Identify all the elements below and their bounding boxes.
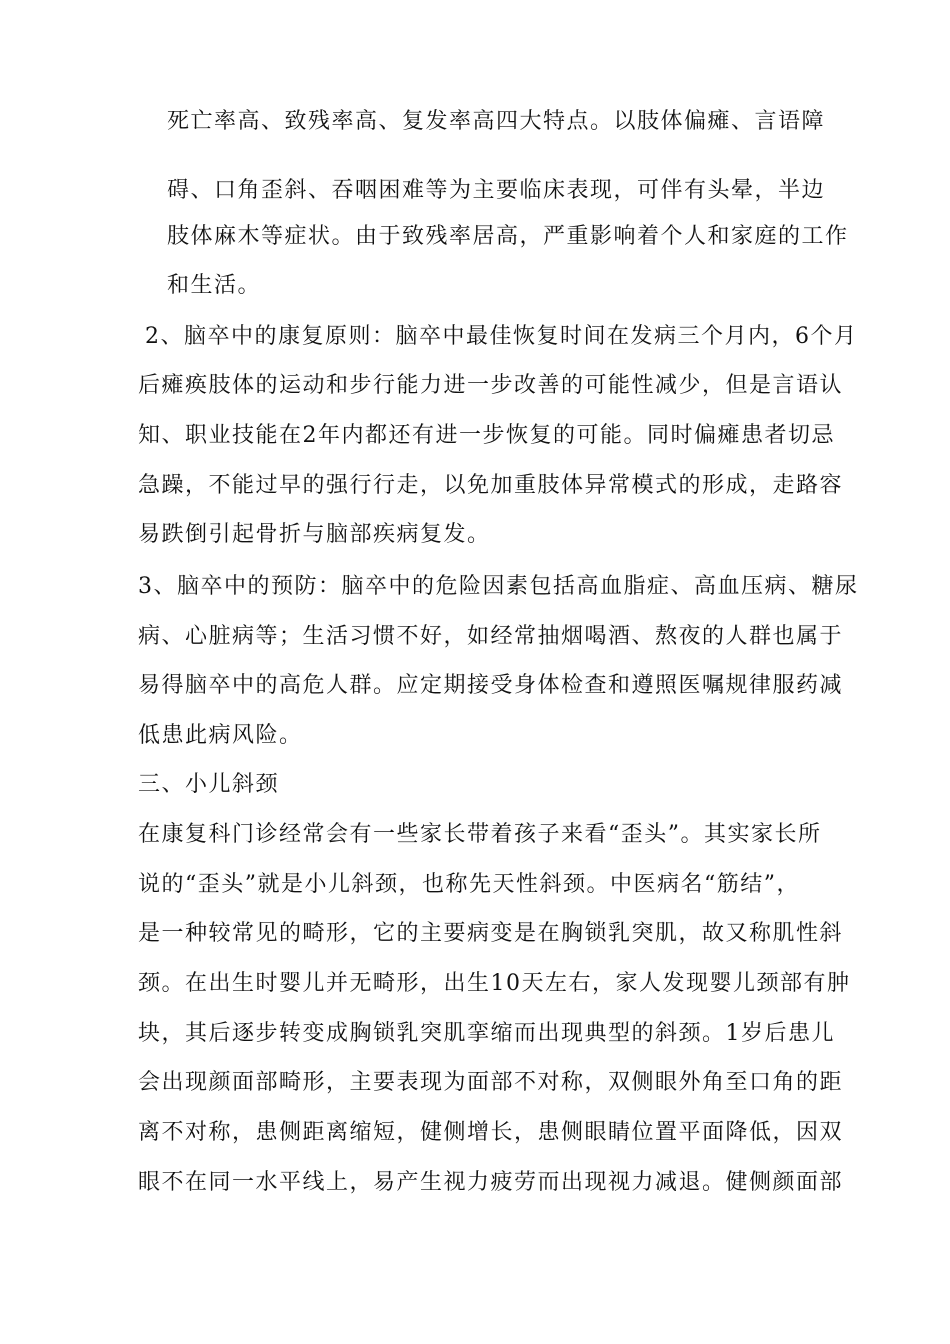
text-line: 易跌倒引起骨折与脑部疾病复发。: [138, 522, 491, 547]
text-line: 易得脑卒中的高危人群。应定期接受身体检查和遵照医嘱规律服药减: [138, 673, 844, 698]
text-line: 2、脑卒中的康复原则：脑卒中最佳恢复时间在发病三个月内，6个月: [145, 324, 858, 349]
text-line: 3、脑卒中的预防：脑卒中的危险因素包括高血脂症、高血压病、糖尿: [138, 574, 859, 599]
text-line: 病、心脏病等；生活习惯不好，如经常抽烟喝酒、熬夜的人群也属于: [138, 624, 844, 649]
text-line: 碍、口角歪斜、吞咽困难等为主要临床表现，可伴有头晕，半边: [167, 178, 826, 203]
text-line: 知、职业技能在2年内都还有进一步恢复的可能。同时偏瘫患者切忌: [138, 423, 835, 448]
text-line: 后瘫痪肢体的运动和步行能力进一步改善的可能性减少，但是言语认: [138, 373, 844, 398]
text-line: 是一种较常见的畸形，它的主要病变是在胸锁乳突肌，故又称肌性斜: [138, 921, 844, 946]
text-line: 在康复科门诊经常会有一些家长带着孩子来看“歪头”。其实家长所: [138, 822, 822, 847]
text-line: 块，其后逐步转变成胸锁乳突肌挛缩而出现典型的斜颈。1岁后患儿: [138, 1021, 835, 1046]
section-heading: 三、小儿斜颈: [138, 772, 280, 797]
text-line: 离不对称，患侧距离缩短，健侧增长，患侧眼睛位置平面降低，因双: [138, 1120, 844, 1145]
text-line: 低患此病风险。: [138, 723, 303, 748]
text-line: 会出现颜面部畸形，主要表现为面部不对称，双侧眼外角至口角的距: [138, 1070, 844, 1095]
text-line: 急躁，不能过早的强行行走，以免加重肢体异常模式的形成，走路容: [138, 473, 844, 498]
text-line: 肢体麻木等症状。由于致残率居高，严重影响着个人和家庭的工作: [167, 224, 849, 249]
text-line: 颈。在出生时婴儿并无畸形，出生10天左右，家人发现婴儿颈部有肿: [138, 971, 851, 996]
text-line: 死亡率高、致残率高、复发率高四大特点。以肢体偏瘫、言语障: [167, 109, 826, 134]
text-line: 和生活。: [167, 273, 262, 298]
text-line: 说的“歪头”就是小儿斜颈，也称先天性斜颈。中医病名“筋结”，: [138, 872, 800, 897]
text-line: 眼不在同一水平线上，易产生视力疲劳而出现视力减退。健侧颜面部: [138, 1170, 844, 1195]
